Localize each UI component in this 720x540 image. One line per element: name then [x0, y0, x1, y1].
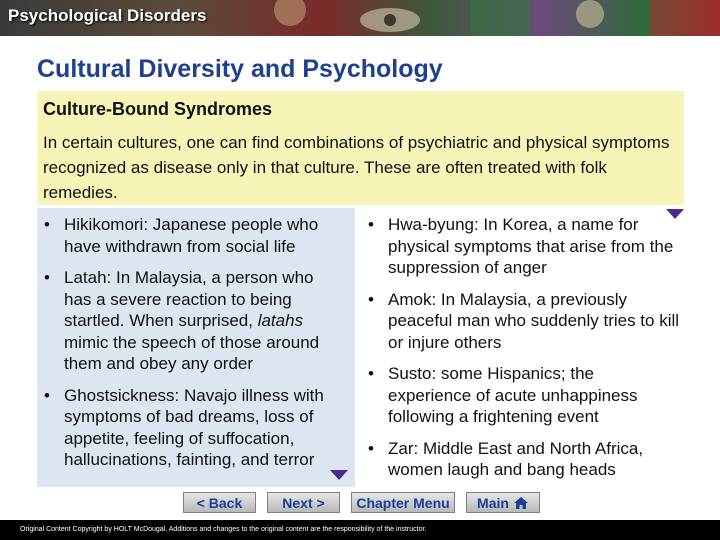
- footer-copyright: Original Content Copyright by HOLT McDougal. Additions and changes to the original content are the responsibility of the instructor.: [0, 520, 720, 540]
- list-item-text: Hikikomori: Japanese people who have withdrawn from social life: [64, 215, 319, 256]
- main-button[interactable]: [466, 492, 540, 513]
- bullet-icon: •: [368, 364, 374, 383]
- list-item: [364, 363, 680, 428]
- bullet-icon: •: [44, 215, 50, 234]
- home-icon: [513, 496, 529, 510]
- list-item: [40, 385, 340, 471]
- list-item-text: Amok: In Malaysia, a previously peaceful man who suddenly tries to kill or injure others: [388, 289, 680, 352]
- bullet-icon: •: [368, 289, 374, 309]
- back-button[interactable]: < Back: [183, 492, 256, 513]
- bullet-icon: •: [368, 215, 374, 234]
- collage-decoration: [250, 0, 720, 36]
- next-button[interactable]: Next >: [267, 492, 340, 513]
- left-bullet-list: [40, 214, 340, 481]
- right-bullet-list: [364, 214, 680, 491]
- list-item: [40, 267, 340, 375]
- list-item-text: Zar: Middle East and North Africa, women laugh and bang heads: [388, 438, 644, 479]
- animation-marker-icon[interactable]: [330, 470, 348, 480]
- slide-title: Cultural Diversity and Psychology: [37, 55, 443, 83]
- list-item-text: Latah: In Malaysia, a person who has a severe reaction to being startled. When surprised,: [64, 268, 314, 330]
- list-item-text: Hwa-byung: In Korea, a name for physical symptoms that arise from the suppression of anger: [388, 215, 674, 277]
- header-banner: [0, 0, 720, 36]
- list-item: [364, 438, 680, 481]
- chapter-menu-button[interactable]: Chapter Menu: [351, 492, 455, 513]
- animation-marker-icon[interactable]: [666, 209, 684, 219]
- bullet-icon: •: [44, 268, 50, 287]
- header-title: Psychological Disorders: [8, 6, 207, 25]
- section-heading: Culture-Bound Syndromes: [43, 99, 273, 119]
- list-item-text: mimic the speech of those around them and obey any order: [64, 332, 320, 373]
- list-item: [364, 214, 680, 279]
- list-item-text: Ghostsickness: Navajo illness with symptoms of bad dreams, loss of appetite, feeling of suffocation, hallucinations, fainting, and terror: [64, 385, 324, 469]
- main-button-label: Main: [477, 494, 509, 511]
- list-item-italic: latahs: [257, 311, 304, 330]
- list-item: [40, 214, 340, 257]
- intro-text: In certain cultures, one can find combinations of psychiatric and physical symptoms recognized as disease only in that culture. These are often treated with folk remedies.: [43, 133, 670, 202]
- bullet-icon: •: [44, 385, 50, 405]
- list-item: [364, 289, 680, 354]
- list-item-text: Susto: some Hispanics; the experience of acute unhappiness following a frightening event: [388, 364, 638, 426]
- bullet-icon: •: [368, 438, 374, 458]
